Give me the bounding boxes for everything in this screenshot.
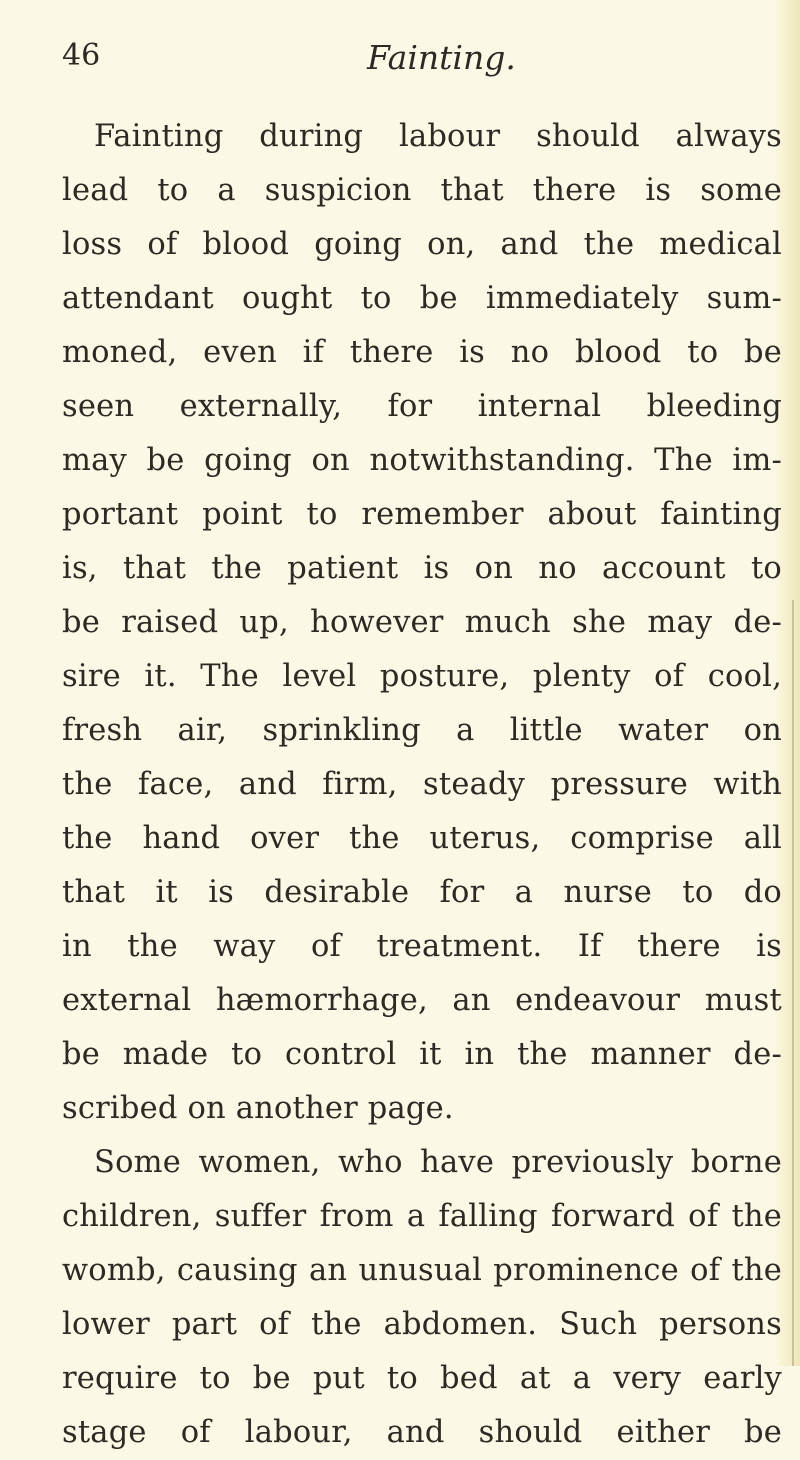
- body-text: [62, 110, 782, 1460]
- text-line: scribed on another page.: [62, 1091, 454, 1126]
- text-line: Some women, who have previously borne: [94, 1145, 782, 1180]
- text-line: children, suffer from a falling forward of the: [62, 1199, 782, 1234]
- text-line: fresh air, sprinkling a little water on: [62, 713, 782, 748]
- page-number: 46: [62, 38, 101, 73]
- text-line: be made to control it in the manner de-: [62, 1037, 782, 1072]
- text-line: the face, and firm, steady pressure with: [62, 767, 782, 802]
- text-line: Fainting during labour should always: [94, 119, 782, 154]
- text-line: seen externally, for internal bleeding: [62, 389, 782, 424]
- text-line: portant point to remember about fainting: [62, 497, 782, 532]
- text-line: in the way of treatment. If there is: [62, 929, 782, 964]
- text-line: sire it. The level posture, plenty of cool,: [62, 659, 782, 694]
- running-head: Fainting.: [367, 38, 516, 77]
- text-line: moned, even if there is no blood to be: [62, 335, 782, 370]
- text-line: womb, causing an unusual prominence of the: [62, 1253, 782, 1288]
- text-line: is, that the patient is on no account to: [62, 551, 782, 586]
- page-header: [62, 38, 762, 88]
- text-line: the hand over the uterus, comprise all: [62, 821, 782, 856]
- text-line: lead to a suspicion that there is some: [62, 173, 782, 208]
- page-edge-line: [792, 600, 794, 1366]
- text-line: that it is desirable for a nurse to do: [62, 875, 782, 910]
- text-line: external hæmorrhage, an endeavour must: [62, 983, 782, 1018]
- text-line: loss of blood going on, and the medical: [62, 227, 782, 262]
- text-line: lower part of the abdomen. Such persons: [62, 1307, 782, 1342]
- text-line: stage of labour, and should either be: [62, 1415, 782, 1450]
- text-line: require to be put to bed at a very early: [62, 1361, 782, 1396]
- text-line: be raised up, however much she may de-: [62, 605, 782, 640]
- text-line: attendant ought to be immediately sum-: [62, 281, 782, 316]
- text-line: may be going on notwithstanding. The im-: [62, 443, 782, 478]
